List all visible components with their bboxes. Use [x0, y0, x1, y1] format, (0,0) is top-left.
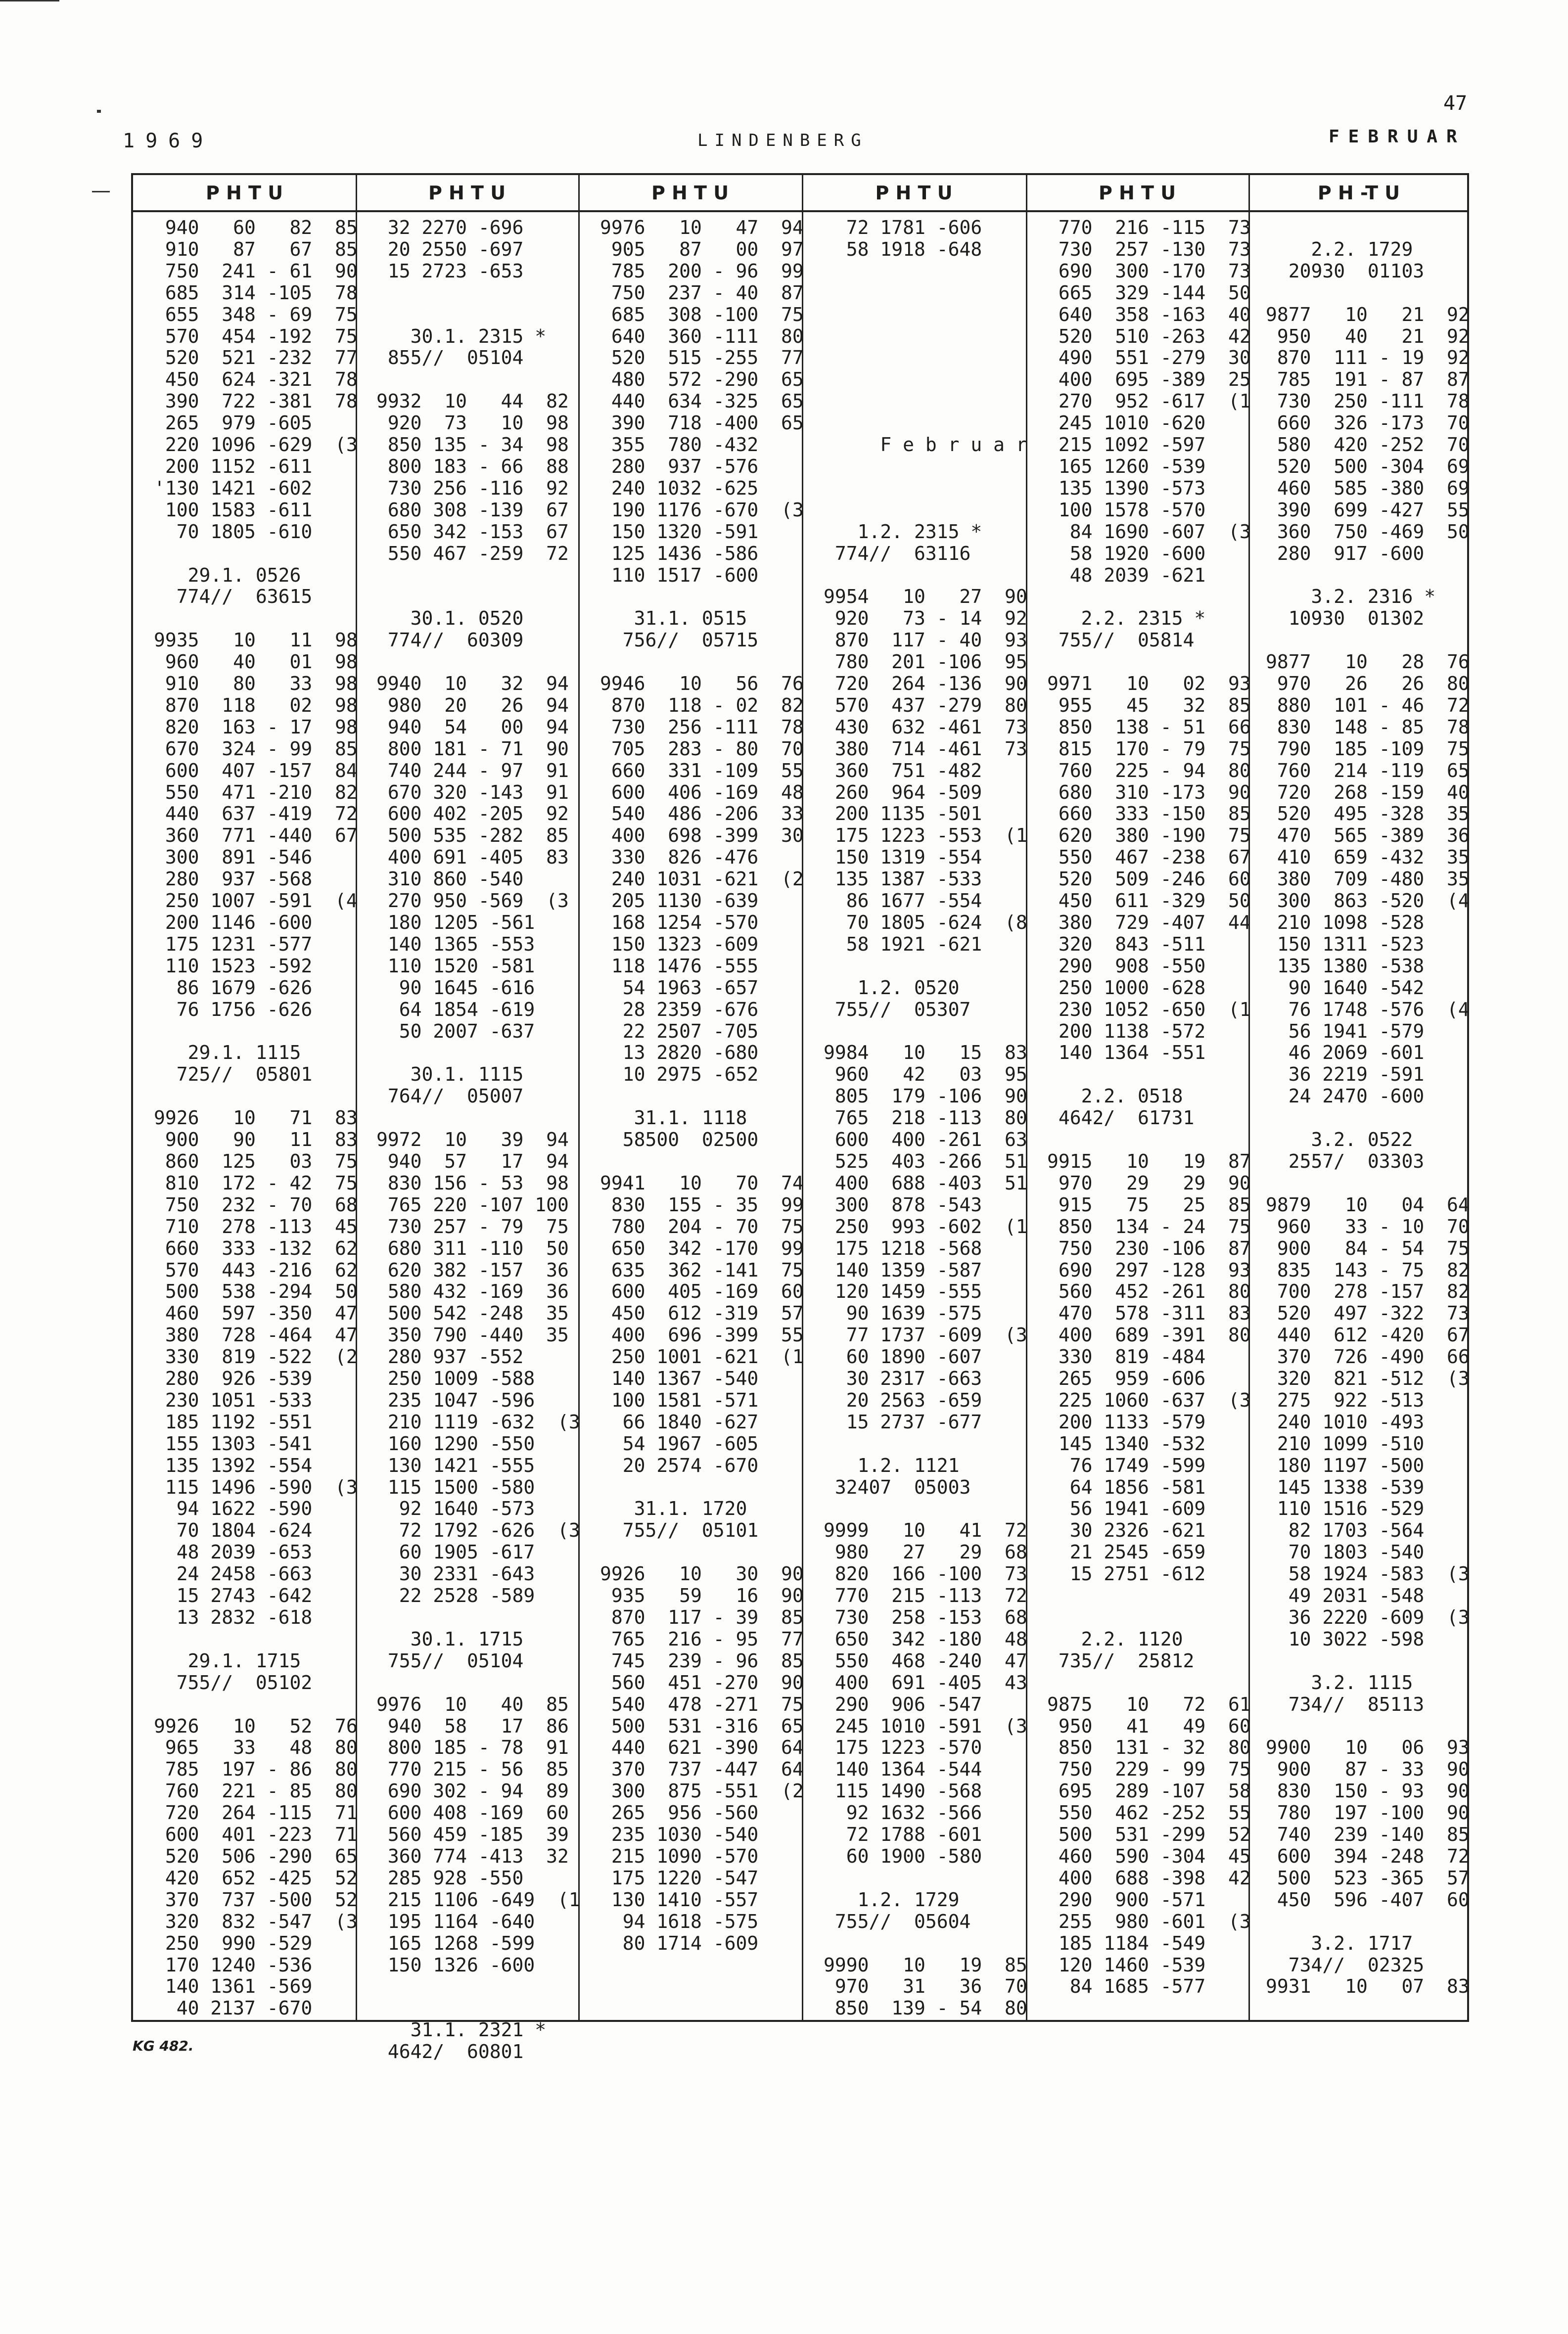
scan-artifact [97, 110, 101, 113]
column-header-4: P H T U [875, 182, 953, 204]
year-label: 1969 [123, 130, 214, 152]
column-header-3: P H T U [651, 182, 729, 204]
data-column-4: 72 1781 -606 58 1918 -648 F e b r u a r 1.2. 2315 * 774// 63116 9954 10 27 90 920 73 - 14 92 870 117 - 40 93 780 201 -106 95 720 264 -136 90 570 437 -279 80 430 632 -461 73 380 714 -461 73 360 751 -482 260 964 -509 200 1135 -501 175 1223 -553 (1 150 1319 -554 135 1387 -533 86 1677 -554 70 1805 -624 (8 58 1921 -621 1.2. 0520 755// 05307 9984 10 15 83 960 42 03 95 805 179 -106 90 765 218 -113 80 600 400 -261 63 525 403 -266 51 400 688 -403 51 300 878 -543 250 993 -602 (1 175 1218 -568 140 1359 -587 120 1459 -555 90 1639 -575 77 1737 -609 (3 60 1890 -607 30 2317 -663 20 2563 -659 15 2737 -677 1.2. 1121 32407 05003 9999 10 41 72 980 27 29 68 820 166 -100 73 770 215 -113 72 730 258 -153 68 650 342 -180 48 550 468 -240 47 400 691 -405 43 290 906 -547 245 1010 -591 (3 175 1223 -570 140 1364 -544 115 1490 -568 92 1632 -566 72 1788 -601 60 1900 -580 1.2. 1729 755// 05604 9990 10 19 85 970 31 36 70 850 139 - 54 80 [824, 217, 1027, 2019]
scan-artifact [0, 0, 59, 1]
data-column-6: 2.2. 1729 20930 01103 9877 10 21 92 950 40 21 92 870 111 - 19 92 785 191 - 87 87 730 250 -111 78 660 326 -173 70 580 420 -252 70 520 500 -304 69 460 585 -380 69 390 699 -427 55 360 750 -469 50 280 917 -600 3.2. 2316 * 10930 01302 9877 10 28 76 970 26 26 80 880 101 - 46 72 830 148 - 85 78 790 185 -109 75 760 214 -119 65 720 268 -159 40 520 495 -328 35 470 565 -389 36 410 659 -432 35 380 709 -480 35 300 863 -520 (4 210 1098 -528 150 1311 -523 135 1380 -538 90 1640 -542 76 1748 -576 (4 56 1941 -579 46 2069 -601 36 2219 -591 24 2470 -600 3.2. 0522 2557/ 03303 9879 10 04 64 960 33 - 10 70 900 84 - 54 75 835 143 - 75 82 700 278 -157 82 520 497 -322 73 440 612 -420 67 370 726 -490 66 320 821 -512 (3 275 922 -513 240 1010 -493 210 1099 -510 180 1197 -500 145 1338 -539 110 1516 -529 82 1703 -564 70 1803 -540 58 1924 -583 (3 49 2031 -548 36 2220 -609 (3 10 3022 -598 3.2. 1115 734// 85113 9900 10 06 93 900 87 - 33 90 830 150 - 93 90 780 197 -100 90 740 239 -140 85 600 394 -248 72 500 523 -365 57 450 596 -407 60 3.2. 1717 734// 02325 9931 10 07 83 [1266, 238, 1470, 1998]
data-column-1: 940 60 82 85 910 87 67 85 750 241 - 61 90 685 314 -105 78 655 348 - 69 75 570 454 -192 75 520 521 -232 77 450 624 -321 78 390 722 -381 78 265 979 -605 220 1096 -629 (3 200 1152 -611 '130 1421 -602 100 1583 -611 70 1805 -610 29.1. 0526 774// 63615 9935 10 11 98 960 40 01 98 910 80 33 98 870 118 02 98 820 163 - 17 98 670 324 - 99 85 600 407 -157 84 550 471 -210 82 440 637 -419 72 360 771 -440 67 300 891 -546 280 937 -568 250 1007 -591 (4 200 1146 -600 175 1231 -577 110 1523 -592 86 1679 -626 76 1756 -626 29.1. 1115 725// 05801 9926 10 71 83 900 90 11 83 860 125 03 75 810 172 - 42 75 750 232 - 70 68 710 278 -113 45 660 333 -132 62 570 443 -216 62 500 538 -294 50 460 597 -350 47 380 728 -464 47 330 819 -522 (2 280 926 -539 230 1051 -533 185 1192 -551 155 1303 -541 135 1392 -554 115 1496 -590 (3 94 1622 -590 70 1804 -624 48 2039 -653 24 2458 -663 15 2743 -642 13 2832 -618 29.1. 1715 755// 05102 9926 10 52 76 965 33 48 80 785 197 - 86 80 760 221 - 85 80 720 264 -115 71 600 401 -223 71 520 506 -290 65 420 652 -425 52 370 737 -500 52 320 832 -547 (3 250 990 -529 170 1240 -536 140 1361 -569 40 2137 -670 [154, 217, 358, 2019]
data-column-5: 770 216 -115 73 730 257 -130 73 690 300 -170 73 665 329 -144 50 640 358 -163 40 520 510 -263 42 490 551 -279 30 400 695 -389 25 270 952 -617 (1 245 1010 -620 215 1092 -597 165 1260 -539 135 1390 -573 100 1578 -570 84 1690 -607 (3 58 1920 -600 48 2039 -621 2.2. 2315 * 755// 05814 9971 10 02 93 955 45 32 85 850 138 - 51 66 815 170 - 79 75 760 225 - 94 80 680 310 -173 90 660 333 -150 85 620 380 -190 75 550 467 -238 67 520 509 -246 60 450 611 -329 50 380 729 -407 44 320 843 -511 290 908 -550 250 1000 -628 230 1052 -650 (1 200 1138 -572 140 1364 -551 2.2. 0518 4642/ 61731 9915 10 19 87 970 29 29 90 915 75 25 85 850 134 - 24 75 750 230 -106 87 690 297 -128 93 560 452 -261 80 470 578 -311 83 400 689 -391 80 330 819 -484 265 959 -606 225 1060 -637 (3 200 1133 -579 145 1340 -532 76 1749 -599 64 1856 -581 56 1941 -609 30 2326 -621 21 2545 -659 15 2751 -612 2.2. 1120 735// 25812 9875 10 72 61 950 41 49 60 850 131 - 32 80 750 229 - 99 75 695 289 -107 58 550 462 -252 55 500 531 -299 52 460 590 -304 45 400 688 -398 42 290 900 -571 255 980 -601 (3 185 1184 -549 120 1460 -539 84 1685 -577 [1047, 217, 1251, 1998]
column-header-row [133, 175, 1467, 212]
scan-artifact [92, 191, 110, 192]
column-header-5: P H T U [1098, 182, 1176, 204]
column-header-2: P H T U [428, 182, 506, 204]
station-title: LINDENBERG [697, 131, 868, 150]
data-column-3: 9976 10 47 94 905 87 00 97 785 200 - 96 99 750 237 - 40 87 685 308 -100 75 640 360 -111 80 520 515 -255 77 480 572 -290 65 440 634 -325 65 390 718 -400 65 355 780 -432 280 937 -576 240 1032 -625 190 1176 -670 (3 150 1320 -591 125 1436 -586 110 1517 -600 31.1. 0515 756// 05715 9946 10 56 76 870 118 - 02 82 730 256 -111 78 705 283 - 80 70 660 331 -109 55 600 406 -169 48 540 486 -206 33 400 698 -399 30 330 826 -476 240 1031 -621 (2 205 1130 -639 168 1254 -570 150 1323 -609 118 1476 -555 54 1963 -657 28 2359 -676 22 2507 -705 13 2820 -680 10 2975 -652 31.1. 1118 58500 02500 9941 10 70 74 830 155 - 35 99 780 204 - 70 75 650 342 -170 99 635 362 -141 75 600 405 -169 60 450 612 -319 57 400 696 -399 55 250 1001 -621 (1 140 1367 -540 100 1581 -571 66 1840 -627 54 1967 -605 20 2574 -670 31.1. 1720 755// 05101 9926 10 30 90 935 59 16 90 870 117 - 39 85 765 216 - 95 77 745 239 - 96 85 560 451 -270 90 540 478 -271 75 500 531 -316 65 440 621 -390 64 370 737 -447 64 300 875 -551 (2 265 956 -560 235 1030 -540 215 1090 -570 175 1220 -547 130 1410 -557 94 1618 -575 80 1714 -609 [600, 217, 804, 1954]
column-header-1: P H T U [205, 182, 283, 204]
column-header-6: P H -T U [1317, 182, 1400, 204]
month-label: FEBRUAR [1329, 127, 1466, 147]
data-column-2: 32 2270 -696 20 2550 -697 15 2723 -653 30.1. 2315 * 855// 05104 9932 10 44 82 920 73 10 98 850 135 - 34 98 800 183 - 66 88 730 256 -116 92 680 308 -139 67 650 342 -153 67 550 467 -259 72 30.1. 0520 774// 60309 9940 10 32 94 980 20 26 94 940 54 00 94 800 181 - 71 90 740 244 - 97 91 670 320 -143 91 600 402 -205 92 500 535 -282 85 400 691 -405 83 310 860 -540 270 950 -569 (3 180 1205 -561 140 1365 -553 110 1520 -581 90 1645 -616 64 1854 -619 50 2007 -637 30.1. 1115 764// 05007 9972 10 39 94 940 57 17 94 830 156 - 53 98 765 220 -107 100 730 257 - 79 75 680 311 -110 50 620 382 -157 36 580 432 -169 36 500 542 -248 35 350 790 -440 35 280 937 -552 250 1009 -588 235 1047 -596 210 1119 -632 (3 160 1290 -550 130 1421 -555 115 1500 -580 92 1640 -573 72 1792 -626 (3 60 1905 -617 30 2331 -643 22 2528 -589 30.1. 1715 755// 05104 9976 10 40 85 940 58 17 86 800 185 - 78 91 770 215 - 56 85 690 302 - 94 89 600 408 -169 60 560 459 -185 39 360 774 -413 32 285 928 -550 215 1106 -649 (1 195 1164 -640 165 1268 -599 150 1326 -600 31.1. 2321 * 4642/ 60801 [376, 217, 580, 2063]
page-number: 47 [1443, 92, 1468, 115]
form-code: KG 482. [133, 2038, 194, 2054]
